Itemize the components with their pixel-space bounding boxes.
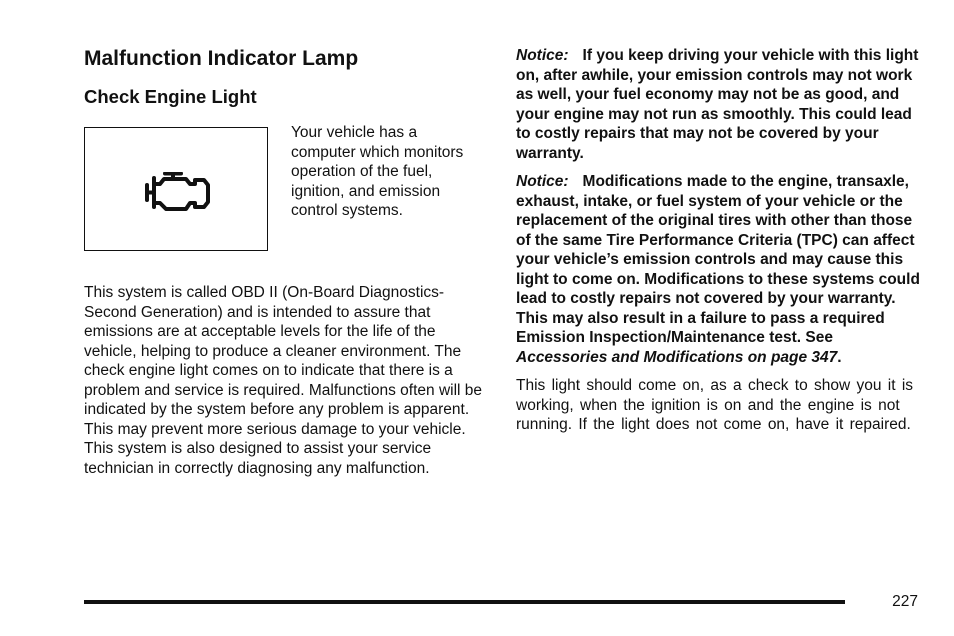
right-column bbox=[516, 46, 920, 435]
notice-2 bbox=[516, 172, 920, 367]
footer-rule bbox=[84, 600, 845, 604]
page-number: 227 bbox=[892, 593, 918, 610]
section-title: Malfunction Indicator Lamp bbox=[84, 47, 359, 70]
icon-box bbox=[84, 127, 268, 251]
intro-paragraph: This system is called OBD II (On-Board Diagnostics-Second Generation) and is intended to assure that emissions are at acceptable levels for the life of the vehicle, helping to produce a cleaner environment. The check engine light comes on to indicate that there is a problem and service is required. Malfunctions often will be indicated by the system before any problem is apparent. This may prevent more serious damage to your vehicle. This system is also designed to assist your service technician in correctly diagnosing any malfunction. bbox=[84, 284, 483, 477]
left-column bbox=[84, 44, 488, 478]
cross-reference-link[interactable]: Accessories and Modifications on page 347 bbox=[516, 348, 838, 366]
subsection-title: Check Engine Light bbox=[84, 86, 257, 107]
check-engine-icon bbox=[142, 172, 212, 214]
notice-end: . bbox=[837, 348, 842, 366]
notice-label: Notice: bbox=[516, 47, 569, 64]
notice-text: If you keep driving your vehicle with this light on, after awhile, your emission controls may not work as well, your fuel economy may not be as good, and your engine may not run as smoothly. This could lead to costly repairs that may not be covered by your warranty. bbox=[516, 47, 919, 162]
closing-paragraph: This light should come on, as a check to show you it is working, when the ignition is on and the engine is not running. If the light does not come on, have it repaired. bbox=[516, 377, 914, 433]
notice-label: Notice: bbox=[516, 173, 569, 190]
notice-text: Modifications made to the engine, transaxle, exhaust, intake, or fuel system of your vehicle or the replacement of the original tires with other than those of the same Tire Performance Criteria (TPC) can affect your vehicle’s emission controls and may cause this light to come on. Modifications to these systems could lead to costly repairs not covered by your warranty. This may also result in a failure to pass a required Emission Inspection/Maintenance test. See bbox=[516, 173, 920, 346]
notice-1 bbox=[516, 46, 920, 163]
icon-row bbox=[84, 124, 488, 257]
icon-caption: Your vehicle has a computer which monitors operation of the fuel, ignition, and emission control systems. bbox=[291, 124, 464, 219]
